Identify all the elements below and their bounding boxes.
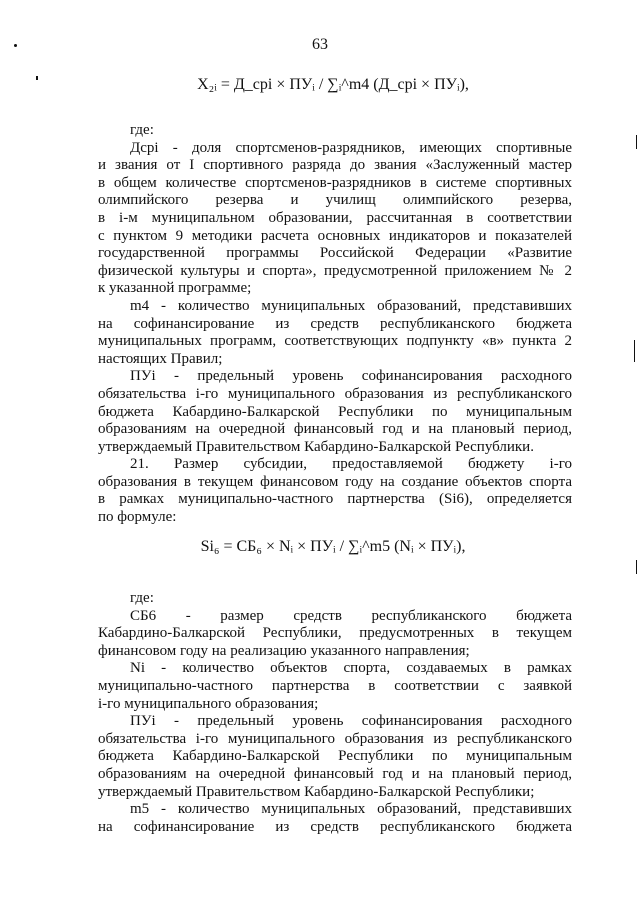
scan-edge-line	[636, 135, 637, 149]
paragraph-line: финансовом году на реализацию указанного направления;	[98, 642, 470, 659]
paragraph-line: и звания от I спортивного разряда до звания «Заслуженный мастер	[98, 157, 572, 174]
text-block-2	[98, 590, 572, 836]
paragraph-line: муниципально-частного партнерства в соответствии с заявкой	[98, 677, 572, 694]
paragraph-line: олимпийского резерва и училищ олимпийского резерва,	[98, 192, 572, 209]
paragraph-line: в рамках муниципально-частного партнерства (Si6), определяется	[98, 491, 572, 508]
paragraph-line: государственной программы Российской Федерации «Развитие	[98, 245, 572, 262]
paragraph-line: в общем количестве спортсменов-разрядников в системе спортивных	[98, 174, 572, 191]
paragraph-line: образования в текущем финансовом году на создание объектов спорта	[98, 473, 572, 490]
paragraph-line: СБ6 - размер средств республиканского бюджета	[130, 607, 572, 624]
paragraph-line: по формуле:	[98, 509, 177, 526]
text-block-1	[98, 122, 572, 527]
paragraph-line: на софинансирование из средств республиканского бюджета	[98, 315, 572, 332]
paragraph-line: m5 - количество муниципальных образований, представивших	[130, 801, 572, 818]
formula-x2i-text: X₂ᵢ = Д_cрi × ПУᵢ / ∑ᵢ^m4 (Д_cрi × ПУᵢ),	[197, 76, 469, 93]
paragraph-line: утверждаемый Правительством Кабардино-Балкарской Республики;	[98, 783, 535, 800]
paragraph-line: настоящих Правил;	[98, 350, 223, 367]
paragraph-line: обязательства i-го муниципального образования из республиканского	[98, 385, 572, 402]
scan-mark	[36, 76, 38, 80]
scan-dot	[14, 44, 17, 47]
paragraph-line: бюджета Кабардино-Балкарской Республики по муниципальным	[98, 748, 572, 765]
paragraph-line: ПУi - предельный уровень софинансирования расходного	[130, 713, 572, 730]
paragraph-line: m4 - количество муниципальных образований, представивших	[130, 297, 572, 314]
paragraph-line: ПУi - предельный уровень софинансирования расходного	[130, 368, 572, 385]
formula-x2i	[0, 76, 640, 94]
paragraph-line: Кабардино-Балкарской Республики, предусмотренных в текущем	[98, 625, 572, 642]
paragraph-line: физической культуры и спорта», предусмотренной приложением № 2	[98, 262, 572, 279]
paragraph-line: к указанной программе;	[98, 280, 252, 297]
paragraph-line: утверждаемый Правительством Кабардино-Балкарской Республики.	[98, 438, 534, 455]
paragraph-line: образованиям на очередной финансовый год и на плановый период,	[98, 765, 572, 782]
scan-edge-line	[634, 340, 635, 362]
paragraph-line: где:	[130, 590, 154, 606]
paragraph-line: 21. Размер субсидии, предоставляемой бюджету i-го	[130, 456, 572, 473]
scan-edge-line	[636, 560, 637, 574]
paragraph-line: бюджета Кабардино-Балкарской Республики по муниципальным	[98, 403, 572, 420]
paragraph-line: на софинансирование из средств республиканского бюджета	[98, 818, 572, 835]
paragraph-line: Ni - количество объектов спорта, создаваемых в рамках	[130, 660, 572, 677]
paragraph-line: образованиям на очередной финансовый год и на плановый период,	[98, 421, 572, 438]
paragraph-line: муниципальных программ, соответствующих подпункту «в» пункта 2	[98, 333, 572, 350]
formula-si6	[0, 538, 640, 556]
paragraph-line: i-го муниципального образования;	[98, 695, 319, 712]
paragraph-line: где:	[130, 122, 154, 138]
page-number: 63	[312, 36, 328, 53]
paragraph-line: обязательства i-го муниципального образования из республиканского	[98, 730, 572, 747]
formula-si6-text: Si₆ = СБ₆ × Nᵢ × ПУᵢ / ∑ᵢ^m5 (Nᵢ × ПУᵢ),	[200, 538, 466, 555]
paragraph-line: в i-м муниципальном образовании, рассчитанная в соответствии	[98, 209, 572, 226]
paragraph-line: с пунктом 9 методики расчета основных индикаторов и показателей	[98, 227, 572, 244]
paragraph-line: Дсрi - доля спортсменов-разрядников, имеющих спортивные	[130, 139, 572, 156]
